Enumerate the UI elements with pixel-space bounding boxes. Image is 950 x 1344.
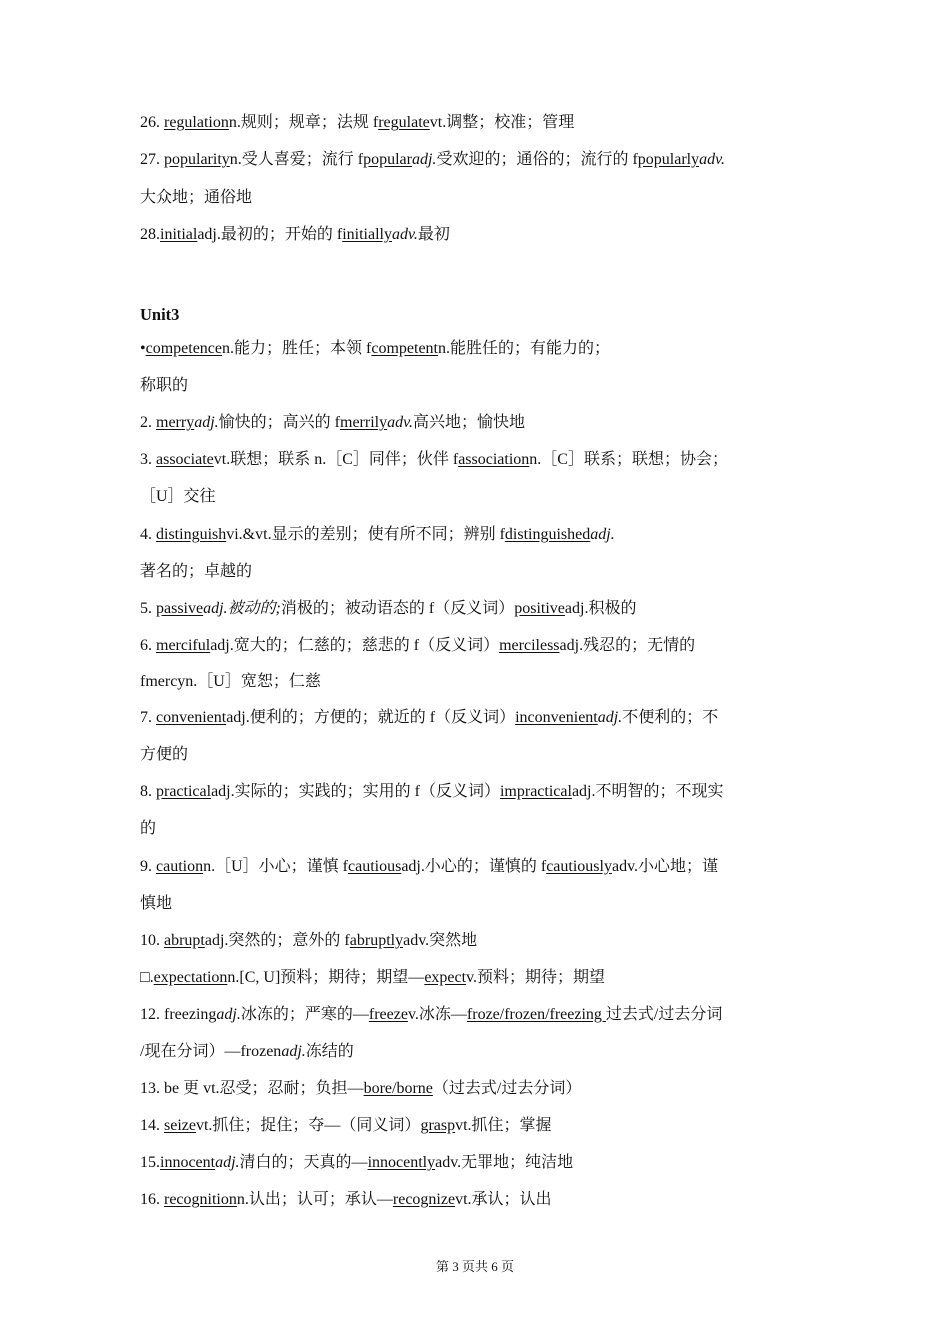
entry-9-cont — [140, 894, 172, 914]
entry-6 — [140, 636, 695, 656]
derived-word: distinguished — [504, 526, 591, 543]
definition: adj.最初的；开始的 f — [197, 226, 343, 243]
definition: adj.实际的；实践的；实用的 f（反义词） — [211, 783, 500, 800]
derived-word: recognize — [392, 1191, 456, 1208]
derived-word: regulate — [378, 114, 430, 131]
entry-27 — [140, 150, 725, 170]
verb-forms: bore/borne — [363, 1080, 433, 1097]
headword: regulation — [164, 114, 229, 131]
entry-number: 8. — [140, 783, 156, 800]
definition: vt.承认；认出 — [455, 1191, 552, 1208]
definition: fmercyn.［U］宽恕；仁慈 — [140, 673, 321, 690]
part-of-speech: adj.被动的; — [203, 600, 281, 617]
definition: n.能力；胜任；本领 f — [222, 340, 372, 357]
headword: abrupt — [164, 932, 205, 949]
definition: n.规则；规章；法规 f — [228, 114, 379, 131]
part-of-speech: adv. — [387, 414, 414, 431]
definition: /现在分词）—frozen — [140, 1043, 282, 1060]
entry-number: 27. — [140, 151, 164, 168]
headword: initial — [160, 226, 198, 243]
definition: adj.不明智的；不现实 — [571, 783, 724, 800]
derived-word: cautiously — [546, 858, 612, 875]
derived-word: expect — [424, 969, 467, 986]
definition: 受欢迎的；通俗的；流行的 f — [436, 151, 638, 168]
definition: n.［C］联系；联想；协会； — [529, 451, 728, 468]
derived-word: initially — [342, 226, 392, 243]
headword: recognition — [164, 1191, 237, 1208]
definition: 最初 — [417, 226, 450, 243]
definition: 高兴地；愉快地 — [413, 414, 526, 431]
definition: vt.联想；联系 n.［C］同伴；伙伴 f — [213, 451, 459, 468]
entry-4-cont — [140, 562, 252, 582]
entry-6-cont — [140, 672, 321, 692]
definition: adv.突然地 — [403, 932, 478, 949]
definition: 过去式/过去分词 — [605, 1006, 723, 1023]
entry-number: 6. — [140, 637, 156, 654]
headword: merry — [156, 414, 195, 431]
part-of-speech: adj. — [281, 1043, 306, 1060]
definition: n.［U］小心；谨慎 f — [203, 858, 348, 875]
entry-number: 7. — [140, 709, 156, 726]
definition: vt.调整；校准；管理 — [429, 114, 575, 131]
headword: passive — [156, 600, 204, 617]
entry-number: 12. freezing — [140, 1006, 217, 1023]
entry-number: 10. — [140, 932, 164, 949]
entry-15 — [140, 1153, 573, 1173]
derived-word: abruptly — [349, 932, 404, 949]
entry-13 — [140, 1079, 581, 1099]
entry-10 — [140, 931, 477, 951]
definition: 消极的；被动语态的 f（反义词） — [280, 600, 515, 617]
definition: adj.便利的；方便的；就近的 f（反义词） — [226, 709, 516, 726]
definition: adj.积极的 — [564, 600, 637, 617]
derived-word: association — [458, 451, 530, 468]
definition: ［U］交往 — [140, 488, 216, 505]
entry-9 — [140, 857, 718, 877]
entry-number: 2. — [140, 414, 156, 431]
entry-number: 3. — [140, 451, 156, 468]
antonym-word: inconvenient — [515, 709, 598, 726]
part-of-speech: adv. — [699, 151, 726, 168]
definition: vt.抓住；捉住；夺—（同义词） — [195, 1117, 421, 1134]
entry-12-cont — [140, 1042, 354, 1062]
entry-28 — [140, 225, 450, 245]
part-of-speech: adj. — [215, 1154, 240, 1171]
entry-27-cont — [140, 188, 252, 208]
definition: （过去式/过去分词） — [432, 1080, 582, 1097]
definition: adj.残忍的；无情的 — [559, 637, 696, 654]
entry-number: 5. — [140, 600, 156, 617]
definition: n.能胜任的；有能力的； — [438, 340, 611, 357]
definition: 方便的 — [140, 746, 189, 763]
entry-number: 9. — [140, 858, 156, 875]
part-of-speech: adj. — [411, 151, 437, 168]
entry-1 — [140, 339, 610, 359]
part-of-speech: adv. — [392, 226, 418, 243]
definition: v.冰冻— — [407, 1006, 467, 1023]
part-of-speech: adj. — [590, 526, 615, 543]
derived-word: popularly — [637, 151, 700, 168]
headword: distinguish — [156, 526, 227, 543]
entry-14 — [140, 1116, 552, 1136]
entry-5 — [140, 599, 636, 619]
headword: practical — [156, 783, 212, 800]
derived-word: competent — [371, 340, 438, 357]
definition: 13. be 更 vt.忍受；忍耐；负担— — [140, 1080, 364, 1097]
definition: adv.小心地；谨 — [611, 858, 719, 875]
definition: vi.&vt.显示的差别；使有所不同；辨别 f — [226, 526, 505, 543]
headword: expectation — [153, 969, 228, 986]
entry-7-cont — [140, 745, 188, 765]
definition: 冰冻的；严寒的— — [240, 1006, 369, 1023]
definition: 冻结的 — [305, 1043, 354, 1060]
entry-16 — [140, 1190, 552, 1210]
derived-word: freeze — [368, 1006, 408, 1023]
definition: 慎地 — [140, 895, 173, 912]
entry-number: 26. — [140, 114, 164, 131]
definition: n.认出；认可；承认— — [236, 1191, 393, 1208]
headword: merciful — [156, 637, 211, 654]
verb-forms: froze/frozen/freezing — [466, 1006, 606, 1023]
definition: 称职的 — [140, 377, 189, 394]
entry-number: 28. — [140, 226, 160, 243]
part-of-speech: adj. — [597, 709, 623, 726]
headword: innocent — [160, 1154, 216, 1171]
derived-word: cautious — [347, 858, 402, 875]
entry-number: 16. — [140, 1191, 164, 1208]
antonym-word: merciless — [499, 637, 560, 654]
definition: 大众地；通俗地 — [140, 189, 253, 206]
definition: adj.突然的；意外的 f — [204, 932, 350, 949]
entry-7 — [140, 708, 718, 728]
entry-2 — [140, 413, 525, 433]
definition: v.预料；期待；期望 — [466, 969, 606, 986]
entry-8-cont — [140, 819, 156, 839]
entry-number: 4. — [140, 526, 156, 543]
definition: 清白的；天真的— — [239, 1154, 368, 1171]
definition: 愉快的；高兴的 f — [218, 414, 340, 431]
entry-number: 15. — [140, 1154, 160, 1171]
synonym-word: grasp — [420, 1117, 456, 1134]
definition: n.[C, U]预料；期待；期望— — [227, 969, 425, 986]
antonym-word: positive — [514, 600, 565, 617]
unit-heading: Unit3 — [140, 305, 180, 324]
headword: popularity — [164, 151, 230, 168]
definition: 的 — [140, 820, 157, 837]
definition: adj.宽大的；仁慈的；慈悲的 f（反义词） — [210, 637, 500, 654]
headword: seize — [164, 1117, 196, 1134]
definition: vt.抓住；掌握 — [455, 1117, 552, 1134]
entry-3 — [140, 450, 728, 470]
bullet: • — [140, 340, 146, 357]
entry-4 — [140, 525, 615, 545]
entry-number: 14. — [140, 1117, 164, 1134]
definition: n.受人喜爱；流行 f — [229, 151, 364, 168]
page-footer: 第 3 页共 6 页 — [435, 1259, 514, 1274]
derived-word: popular — [363, 151, 412, 168]
derived-word: merrily — [340, 414, 388, 431]
antonym-word: impractical — [499, 783, 572, 800]
headword: competence — [145, 340, 223, 357]
entry-1-cont — [140, 376, 188, 396]
entry-11 — [140, 968, 605, 988]
entry-number: □. — [140, 969, 154, 986]
derived-word: innocently — [367, 1154, 436, 1171]
headword: convenient — [156, 709, 227, 726]
part-of-speech: adj. — [216, 1006, 241, 1023]
definition: 著名的；卓越的 — [140, 563, 253, 580]
entry-12 — [140, 1005, 722, 1025]
definition: adj.小心的；谨慎的 f — [401, 858, 547, 875]
headword: caution — [156, 858, 204, 875]
part-of-speech: adj. — [194, 414, 219, 431]
entry-8 — [140, 782, 724, 802]
entry-26 — [140, 113, 574, 133]
definition: 不便利的；不 — [622, 709, 719, 726]
entry-3-cont — [140, 487, 216, 507]
definition: adv.无罪地；纯洁地 — [435, 1154, 574, 1171]
headword: associate — [156, 451, 214, 468]
